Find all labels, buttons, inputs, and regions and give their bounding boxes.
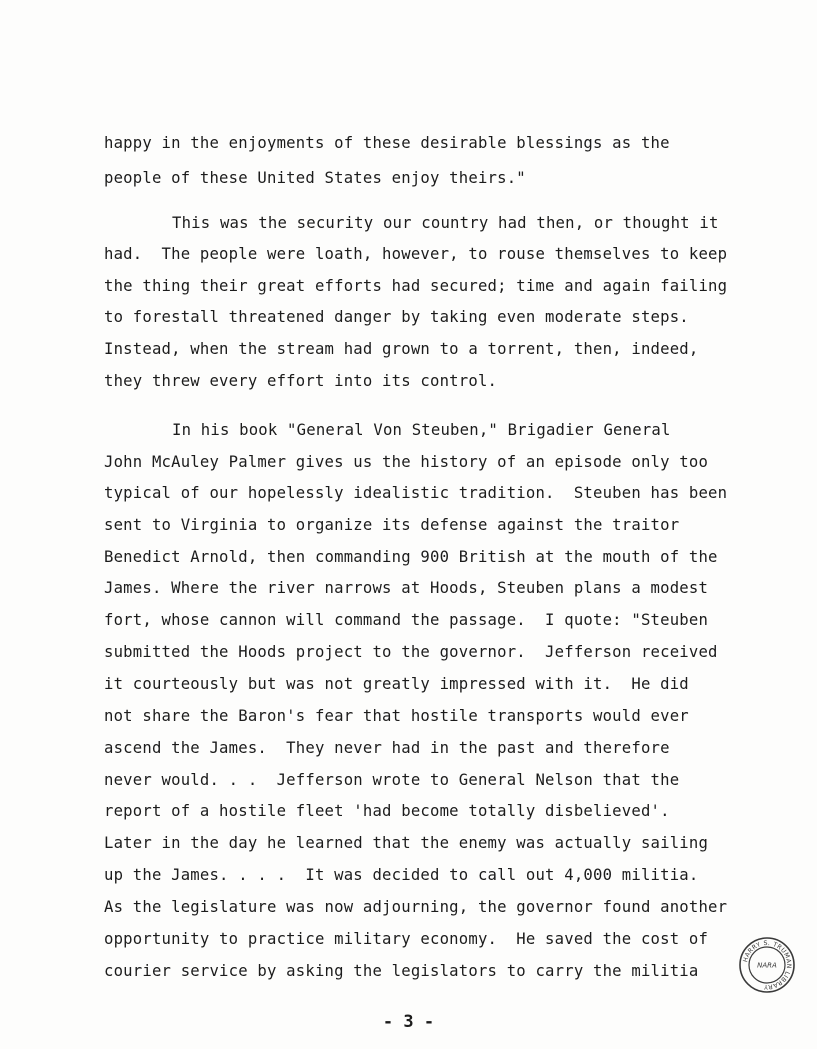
text-line: it courteously but was not greatly impressed with it. He did — [104, 675, 689, 693]
text-line: ascend the James. They never had in the past and therefore — [104, 739, 670, 757]
text-line: happy in the enjoyments of these desirable blessings as the — [104, 134, 670, 152]
text-line: Later in the day he learned that the enemy was actually sailing — [104, 834, 709, 852]
page-number: - 3 - — [382, 1012, 435, 1032]
text-line: they threw every effort into its control. — [104, 372, 498, 390]
text-line: people of these United States enjoy theirs." — [104, 169, 526, 187]
text-line: had. The people were loath, however, to rouse themselves to keep — [104, 245, 728, 263]
text-line: the thing their great efforts had secured; time and again failing — [104, 277, 728, 295]
text-line: typical of our hopelessly idealistic tradition. Steuben has been — [104, 484, 728, 502]
text-line: James. Where the river narrows at Hoods, Steuben plans a modest — [104, 579, 709, 597]
svg-text:HARRY S. TRUMAN LIBRARY: HARRY S. TRUMAN LIBRARY — [742, 939, 793, 991]
text-line: Instead, when the stream had grown to a torrent, then, indeed, — [104, 340, 699, 358]
text-line: report of a hostile fleet 'had become totally disbelieved'. — [104, 802, 670, 820]
text-line: opportunity to practice military economy. He saved the cost of — [104, 930, 709, 948]
text-line: up the James. . . . It was decided to call out 4,000 militia. — [104, 866, 699, 884]
text-line: submitted the Hoods project to the governor. Jefferson received — [104, 643, 718, 661]
text-line: Benedict Arnold, then commanding 900 British at the mouth of the — [104, 548, 718, 566]
text-line: This was the security our country had then, or thought it — [172, 214, 719, 232]
text-line: sent to Virginia to organize its defense against the traitor — [104, 516, 680, 534]
text-line: to forestall threatened danger by taking even moderate steps. — [104, 308, 689, 326]
text-line: fort, whose cannon will command the passage. I quote: "Steuben — [104, 611, 709, 629]
text-line: courier service by asking the legislators to carry the militia — [104, 962, 699, 980]
text-line: not share the Baron's fear that hostile transports would ever — [104, 707, 689, 725]
library-stamp-icon — [738, 936, 796, 994]
text-line: In his book "General Von Steuben," Brigadier General — [172, 421, 671, 439]
svg-text:NARA: NARA — [757, 961, 777, 970]
text-line: John McAuley Palmer gives us the history of an episode only too — [104, 453, 709, 471]
text-line: As the legislature was now adjourning, the governor found another — [104, 898, 728, 916]
text-line: never would. . . Jefferson wrote to General Nelson that the — [104, 771, 680, 789]
